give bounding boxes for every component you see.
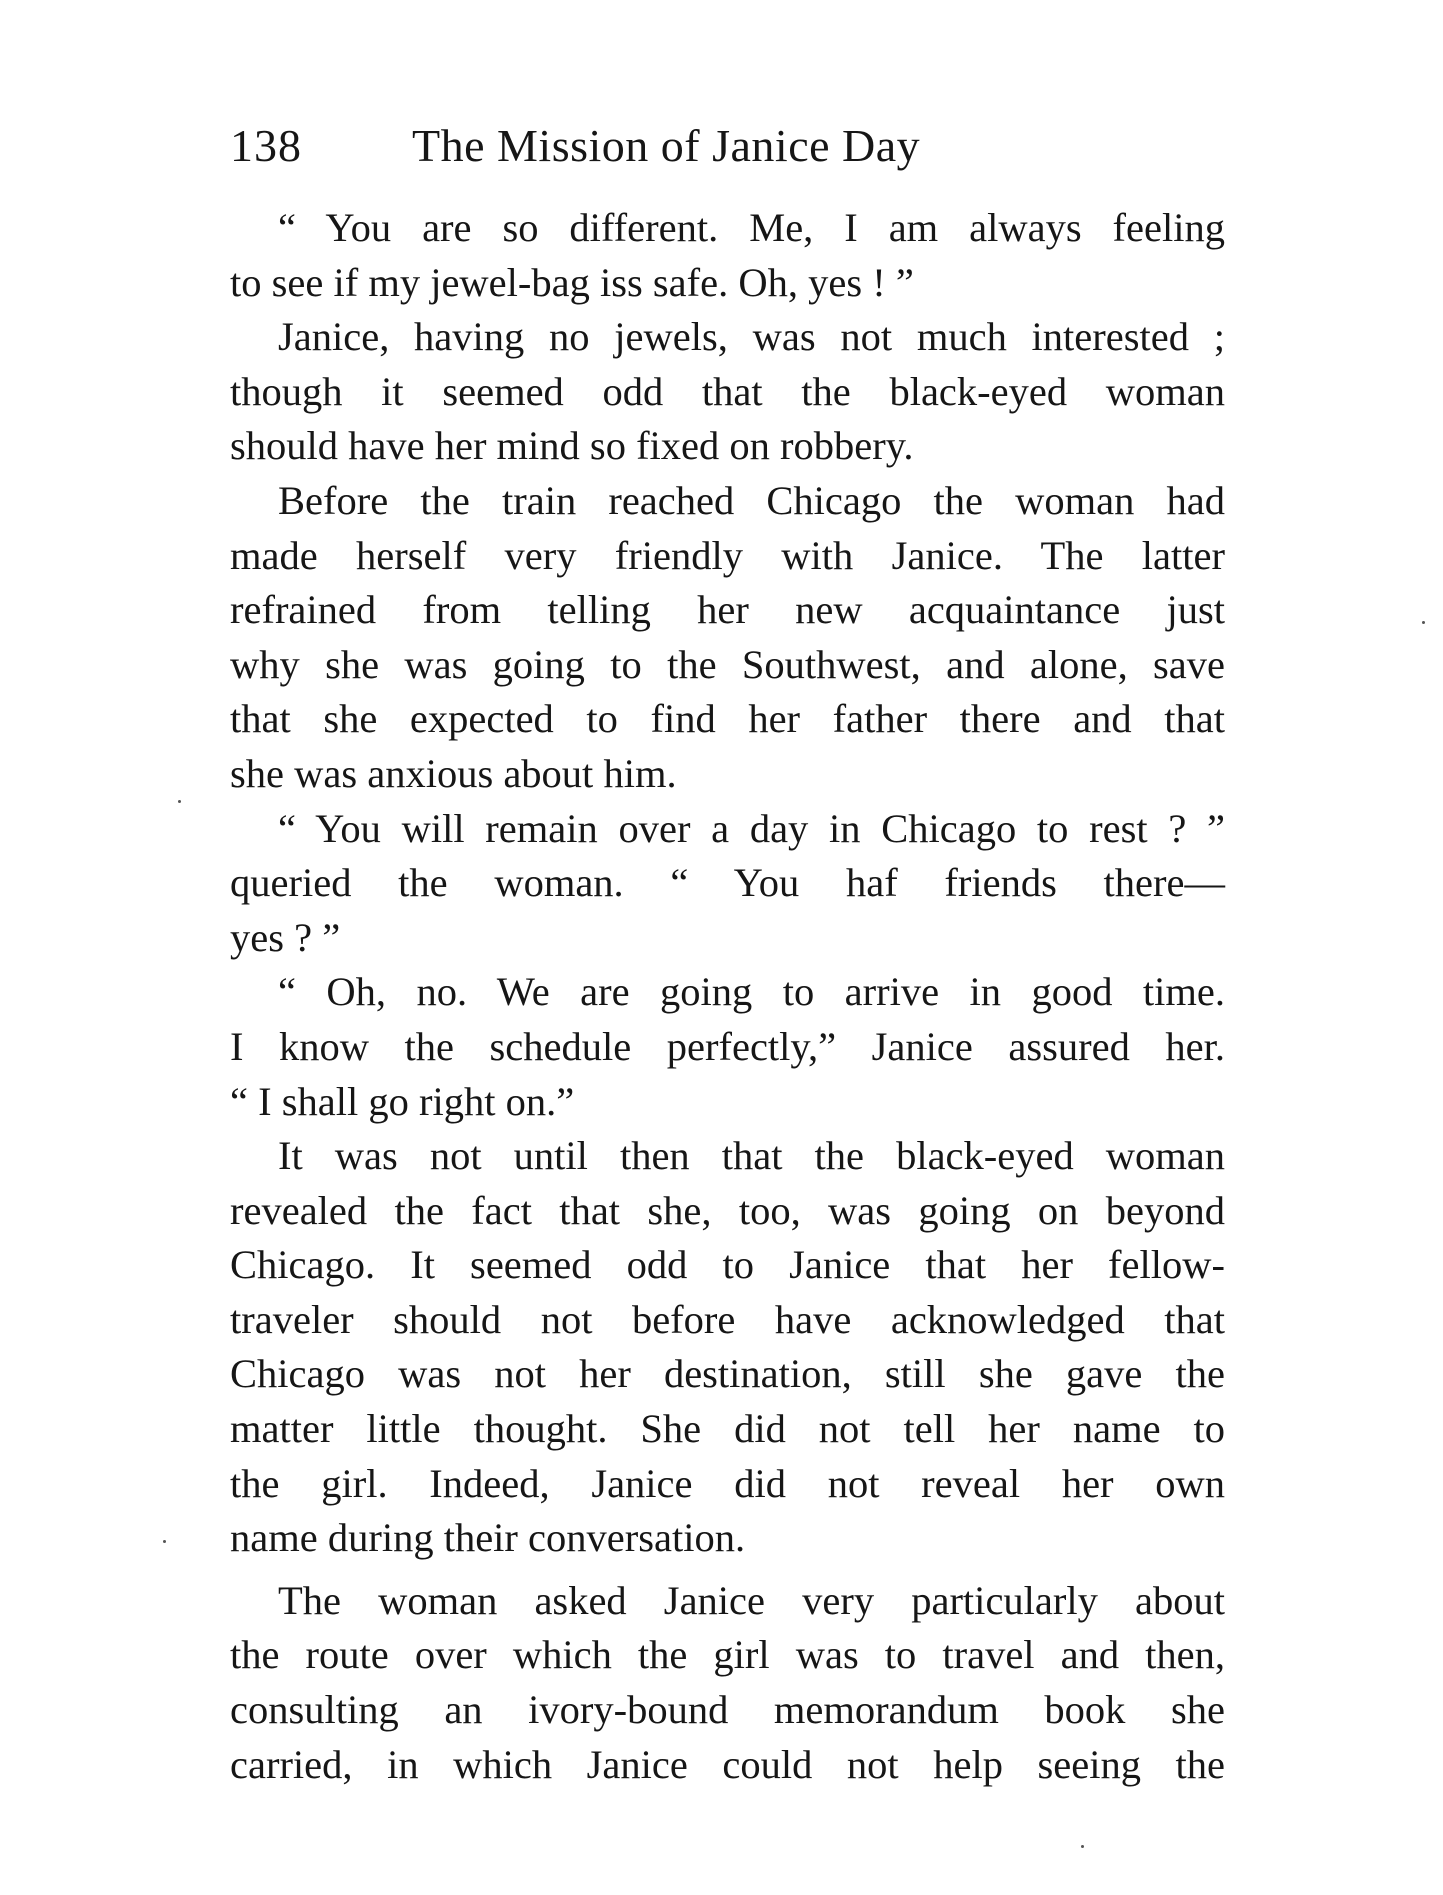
text-line: queried the woman. “ You haf friends there— bbox=[230, 860, 1225, 906]
paper-speck bbox=[178, 800, 181, 803]
paragraph bbox=[230, 474, 1225, 802]
text-line: the girl. Indeed, Janice did not reveal her own bbox=[230, 1460, 1225, 1506]
text-line: refrained from telling her new acquaintance just bbox=[230, 587, 1225, 633]
text-line: the route over which the girl was to travel and then, bbox=[230, 1632, 1225, 1678]
text-line: “ I shall go right on.” bbox=[230, 1078, 575, 1124]
paragraph bbox=[230, 201, 1225, 310]
text-line: consulting an ivory-bound memorandum book she bbox=[230, 1687, 1225, 1733]
text-line: Chicago was not her destination, still she gave the bbox=[230, 1351, 1225, 1397]
text-line: yes ? ” bbox=[230, 914, 341, 960]
text-line: that she expected to find her father there and that bbox=[230, 696, 1225, 742]
page-number: 138 bbox=[230, 120, 302, 171]
text-line: Janice, having no jewels, was not much interested ; bbox=[278, 314, 1225, 360]
text-line: revealed the fact that she, too, was going on beyond bbox=[230, 1187, 1225, 1233]
paper-speck bbox=[163, 1540, 166, 1543]
text-line: “ You are so different. Me, I am always feeling bbox=[278, 205, 1225, 250]
text-line: I know the schedule perfectly,” Janice assured her. bbox=[230, 1023, 1225, 1069]
paragraph bbox=[230, 310, 1225, 474]
text-line: traveler should not before have acknowledged that bbox=[230, 1296, 1225, 1342]
text-line: she was anxious about him. bbox=[230, 750, 677, 796]
text-line: Before the train reached Chicago the woman had bbox=[278, 477, 1225, 523]
text-line: made herself very friendly with Janice. The latter bbox=[230, 532, 1225, 578]
text-line: matter little thought. She did not tell her name to bbox=[230, 1406, 1225, 1452]
paragraph bbox=[230, 965, 1225, 1129]
text-line: carried, in which Janice could not help seeing the bbox=[230, 1741, 1225, 1787]
text-line: name during their conversation. bbox=[230, 1515, 746, 1561]
text-line: “ Oh, no. We are going to arrive in good time. bbox=[278, 969, 1225, 1015]
paragraph bbox=[230, 1129, 1225, 1566]
text-line: though it seemed odd that the black-eyed woman bbox=[230, 368, 1225, 414]
paper-speck bbox=[1422, 621, 1425, 624]
text-line: should have her mind so fixed on robbery. bbox=[230, 423, 914, 469]
text-line: The woman asked Janice very particularly about bbox=[278, 1577, 1225, 1623]
text-line: “ You will remain over a day in Chicago to rest ? ” bbox=[278, 805, 1225, 851]
text-line: Chicago. It seemed odd to Janice that her fellow- bbox=[230, 1242, 1225, 1288]
paragraph bbox=[230, 802, 1225, 966]
text-line: to see if my jewel-bag iss safe. Oh, yes ! ” bbox=[230, 259, 914, 305]
paper-speck bbox=[1081, 1845, 1084, 1848]
running-title: The Mission of Janice Day bbox=[412, 120, 921, 171]
paragraph-gap bbox=[230, 1566, 1225, 1574]
paragraph bbox=[230, 1574, 1225, 1792]
text-line: It was not until then that the black-eyed woman bbox=[278, 1133, 1225, 1179]
running-header bbox=[230, 116, 1230, 176]
body-text bbox=[230, 201, 1225, 1792]
text-line: why she was going to the Southwest, and alone, save bbox=[230, 641, 1225, 687]
